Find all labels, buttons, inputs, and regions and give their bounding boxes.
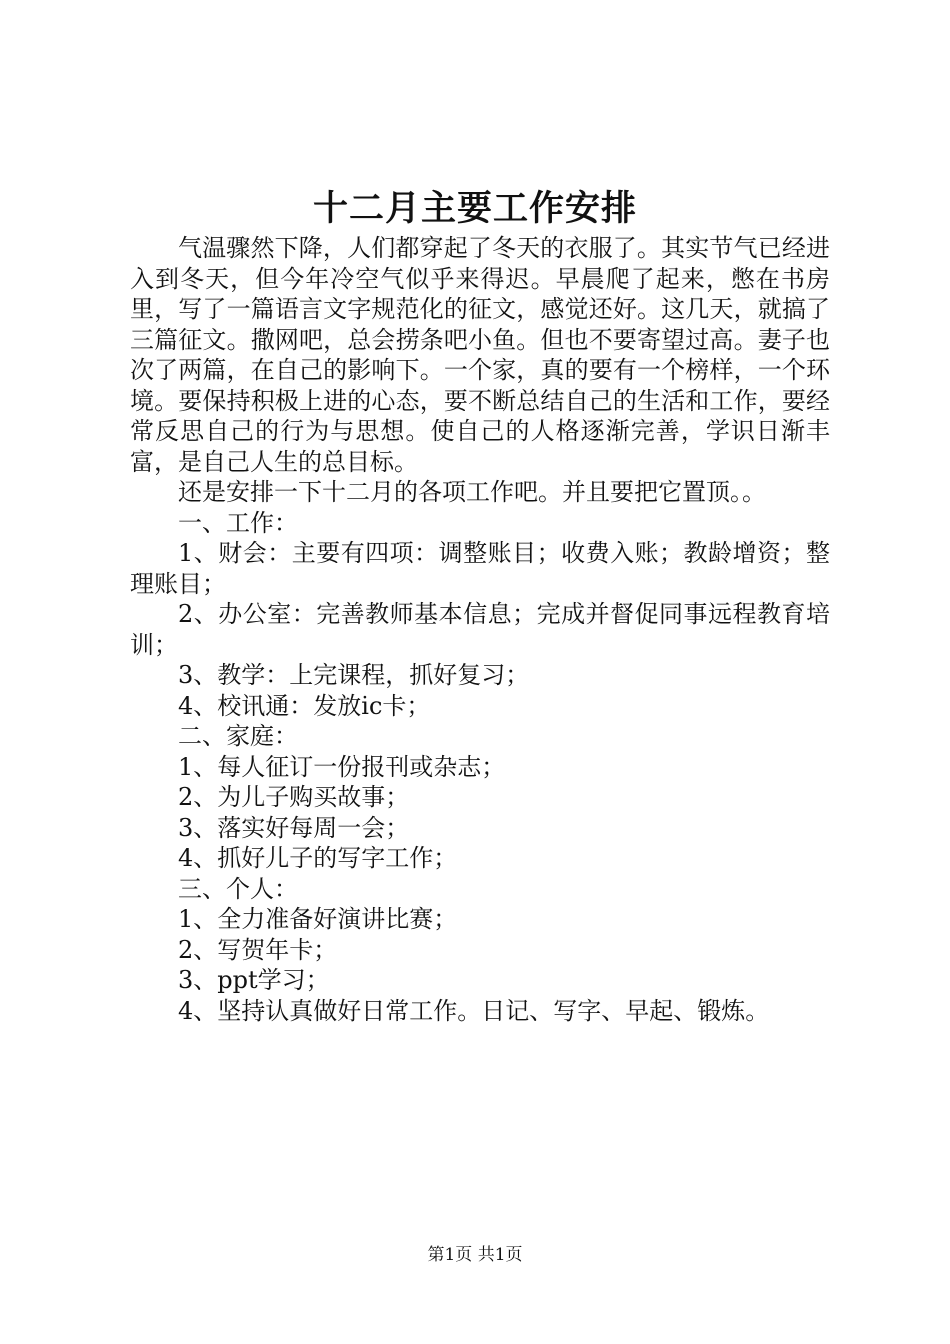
family-item-1: 1、每人征订一份报刊或杂志； [178, 752, 506, 781]
work-item-teaching: 3、教学：上完课程，抓好复习； [178, 661, 530, 689]
family-item-4: 4、抓好儿子的写字工作； [178, 844, 458, 872]
work-item-office: 2、办公室：完善教师基本信息；完成并督促同事远程教育培训； [130, 600, 830, 659]
section-heading-personal: 三、个人： [178, 874, 298, 903]
section-heading-work: 一、工作： [178, 508, 298, 537]
document-body [130, 233, 830, 1026]
intro-paragraph: 气温骤然下降，人们都穿起了冬天的衣服了。其实节气已经进入到冬天，但今年冷空气似乎来得迟。早晨爬了起来，憋在书房里，写了一篇语言文字规范化的征文，感觉还好。这几天，就搞了三篇征文。撒网吧，总会捞条吧小鱼。但也不要寄望过高。妻子也次了两篇，在自己的影响下。一个家，真的要有一个榜样，一个环境。要保持积极上进的心态，要不断总结自己的生活和工作，要经常反思自己的行为与思想。使自己的人格逐渐完善，学识日渐丰富，是自己人生的总目标。 [130, 234, 830, 476]
personal-item-3: 3、ppt学习； [178, 966, 330, 994]
document-title: 十二月主要工作安排 [312, 188, 637, 229]
work-item-school-messaging: 4、校讯通：发放ic卡； [178, 691, 431, 720]
personal-item-1: 1、全力准备好演讲比赛； [178, 905, 458, 933]
personal-item-2: 2、写贺年卡； [178, 935, 338, 964]
section-heading-family: 二、家庭： [178, 722, 298, 750]
family-item-2: 2、为儿子购买故事； [178, 783, 410, 811]
work-item-finance: 1、财会：主要有四项：调整账目；收费入账；教龄增资；整理账目； [130, 539, 830, 598]
personal-item-4: 4、坚持认真做好日常工作。日记、写字、早起、锻炼。 [178, 996, 770, 1025]
family-item-3: 3、落实好每周一会； [178, 813, 410, 842]
plan-intro-paragraph: 还是安排一下十二月的各项工作吧。并且要把它置顶。。 [178, 478, 766, 506]
page-number-footer: 第1页 共1页 [427, 1245, 523, 1265]
